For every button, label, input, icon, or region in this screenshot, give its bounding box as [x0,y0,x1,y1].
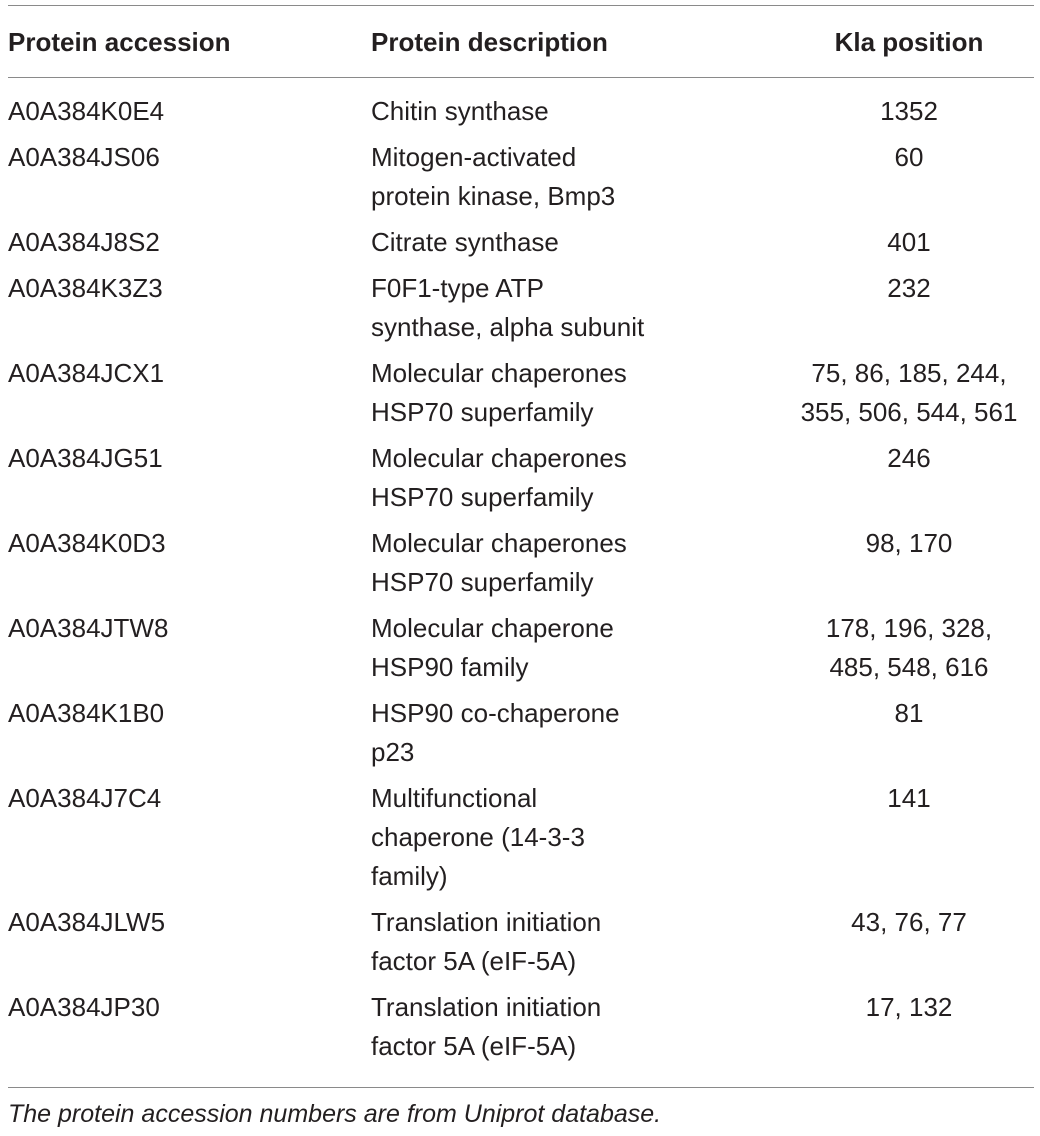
header-protein-accession: Protein accession [8,27,231,57]
table-row [0,354,1040,439]
cell-kla-position: 98, 170 [865,528,953,558]
cell-protein-accession: A0A384JP30 [8,992,160,1022]
cell-protein-accession: A0A384K1B0 [8,698,165,728]
table-row [0,694,1040,779]
cell-protein-description: Mitogen-activated protein kinase, Bmp3 [371,142,616,211]
cell-protein-description: Molecular chaperones HSP70 superfamily [371,358,627,427]
cell-kla-position: 75, 86, 185, 244, 355, 506, 544, 561 [800,358,1018,427]
cell-protein-description: Multifunctional chaperone (14-3-3 family) [371,783,585,891]
table-row [0,903,1040,988]
cell-kla-position: 60 [894,142,924,172]
cell-protein-accession: A0A384K0E4 [8,96,165,126]
cell-protein-accession: A0A384JS06 [8,142,160,172]
cell-kla-position: 43, 76, 77 [851,907,967,937]
table-row [0,779,1040,903]
table-header-rule [8,77,1034,78]
table-row [0,439,1040,524]
table-row [0,609,1040,694]
cell-kla-position: 401 [887,227,931,257]
cell-protein-description: Molecular chaperones HSP70 superfamily [371,528,627,597]
cell-protein-accession: A0A384JCX1 [8,358,165,388]
cell-kla-position: 178, 196, 328, 485, 548, 616 [825,613,993,682]
cell-protein-description: Molecular chaperones HSP70 superfamily [371,443,627,512]
table-footnote: The protein accession numbers are from Uniprot database. [8,1100,662,1128]
table-body [0,92,1040,1073]
table-row [0,988,1040,1073]
cell-protein-description: Chitin synthase [371,96,549,126]
table-bottom-rule [8,1087,1034,1088]
cell-protein-accession: A0A384K3Z3 [8,273,163,303]
cell-protein-description: HSP90 co-chaperone p23 [371,698,620,767]
cell-protein-description: Molecular chaperone HSP90 family [371,613,614,682]
table-row [0,269,1040,354]
table-row [0,92,1040,138]
cell-protein-description: Citrate synthase [371,227,559,257]
cell-kla-position: 246 [887,443,931,473]
table-header-row [0,24,1040,64]
table-row [0,223,1040,269]
cell-protein-accession: A0A384K0D3 [8,528,166,558]
cell-kla-position: 81 [894,698,924,728]
cell-protein-description: Translation initiation factor 5A (eIF-5A) [371,907,602,976]
cell-kla-position: 141 [887,783,931,813]
header-protein-description: Protein description [371,27,608,57]
table-row [0,138,1040,223]
cell-protein-accession: A0A384JLW5 [8,907,166,937]
table-top-rule [8,5,1034,6]
cell-protein-accession: A0A384JG51 [8,443,163,473]
cell-protein-accession: A0A384J7C4 [8,783,162,813]
cell-protein-description: F0F1-type ATP synthase, alpha subunit [371,273,645,342]
cell-kla-position: 17, 132 [865,992,953,1022]
cell-protein-accession: A0A384JTW8 [8,613,169,643]
cell-kla-position: 1352 [880,96,938,126]
header-kla-position: Kla position [834,27,984,57]
cell-protein-description: Translation initiation factor 5A (eIF-5A) [371,992,602,1061]
cell-kla-position: 232 [887,273,931,303]
cell-protein-accession: A0A384J8S2 [8,227,160,257]
table-row [0,524,1040,609]
